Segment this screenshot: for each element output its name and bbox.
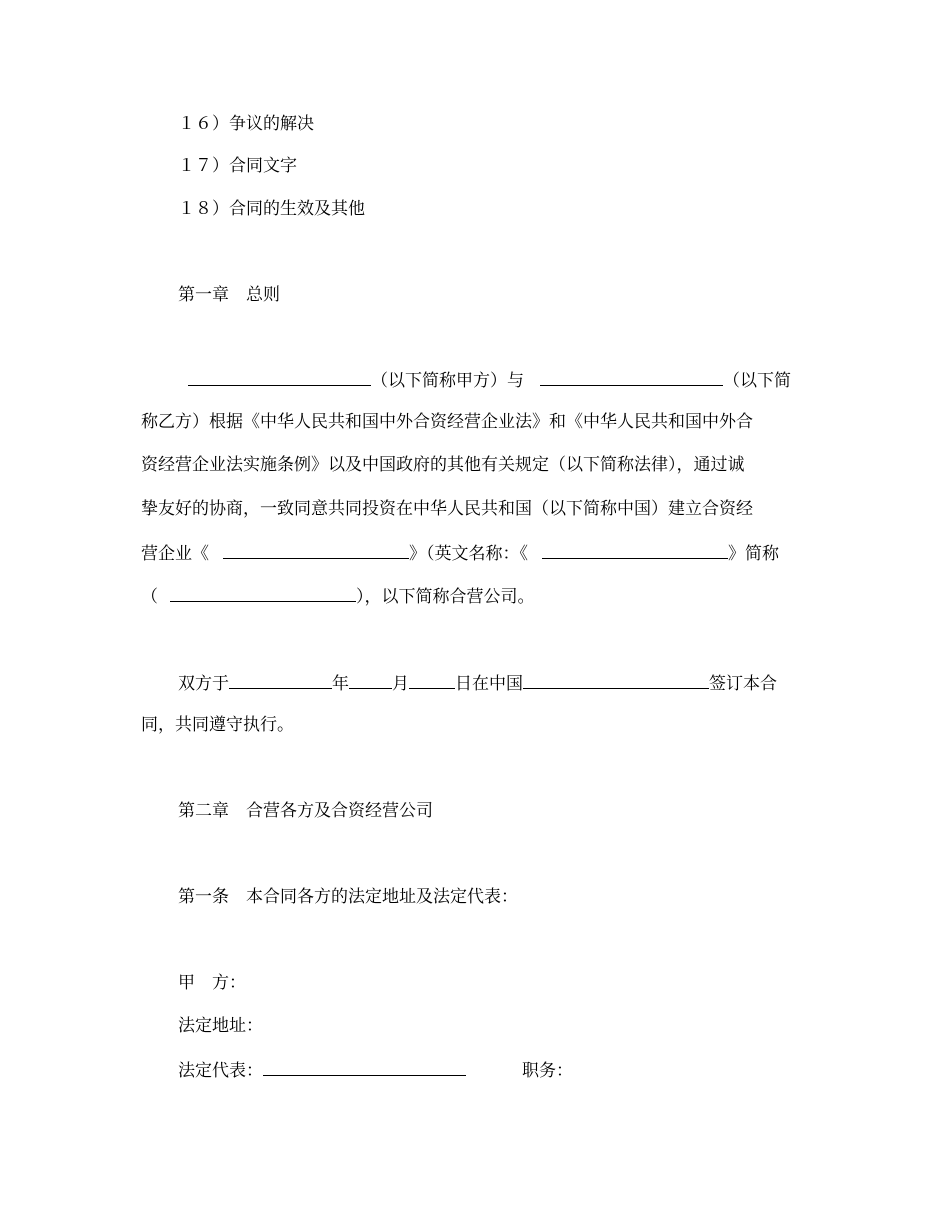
party-b-name-blank: [540, 367, 723, 386]
preamble-text-5a: 营企业《: [141, 544, 209, 564]
legal-address-label: 法定地址：: [178, 1016, 263, 1036]
preamble-line-5: [141, 540, 779, 566]
place-blank: [523, 670, 709, 689]
party-a-label: 甲 方：: [178, 973, 246, 993]
preamble-line-4: 挚友好的协商，一致同意共同投资在中华人民共和国（以下简称中国）建立合资经: [141, 499, 753, 519]
preamble-line-6: [141, 583, 535, 609]
preamble-text-6b: ），以下简称合营公司。: [356, 587, 535, 607]
year-blank: [229, 670, 332, 689]
position-label: 职务：: [522, 1061, 573, 1081]
signing-text-e: 签订本合: [709, 674, 777, 694]
legal-rep-blank: [263, 1057, 466, 1076]
party-a-name-blank: [188, 367, 371, 386]
toc-item-16: １６）争议的解决: [178, 114, 314, 134]
preamble-text-5c: 》简称: [728, 544, 779, 564]
signing-text-year: 年: [332, 674, 349, 694]
jv-english-name-blank: [542, 540, 728, 559]
day-blank: [409, 670, 455, 689]
preamble-text-1b: （以下简: [723, 371, 791, 391]
toc-item-17: １７）合同文字: [178, 156, 297, 176]
signing-line-2: 同，共同遵守执行。: [141, 715, 294, 735]
signing-text-month: 月: [392, 674, 409, 694]
toc-item-18: １８）合同的生效及其他: [178, 199, 365, 219]
signing-line-1: [178, 670, 777, 696]
legal-rep-line: [178, 1057, 573, 1083]
chapter-2-title: 第二章 合营各方及合资经营公司: [178, 801, 433, 821]
legal-rep-label: 法定代表：: [178, 1061, 263, 1081]
preamble-text-1a: （以下简称甲方）与: [371, 371, 524, 391]
chapter-1-title: 第一章 总则: [178, 285, 280, 305]
article-1: 第一条 本合同各方的法定地址及法定代表：: [178, 887, 518, 907]
month-blank: [349, 670, 392, 689]
signing-text-day: 日在中国: [455, 674, 523, 694]
jv-short-name-blank: [170, 583, 356, 602]
signing-text-a: 双方于: [178, 674, 229, 694]
jv-chinese-name-blank: [223, 540, 409, 559]
preamble-text-5b: 》（英文名称：《: [409, 544, 528, 564]
preamble-line-3: 资经营企业法实施条例》以及中国政府的其他有关规定（以下简称法律），通过诚: [141, 455, 745, 475]
preamble-line-2: 称乙方）根据《中华人民共和国中外合资经营企业法》和《中华人民共和国中外合: [141, 412, 753, 432]
preamble-line-1: [188, 367, 791, 393]
preamble-text-6a: （: [141, 587, 158, 607]
